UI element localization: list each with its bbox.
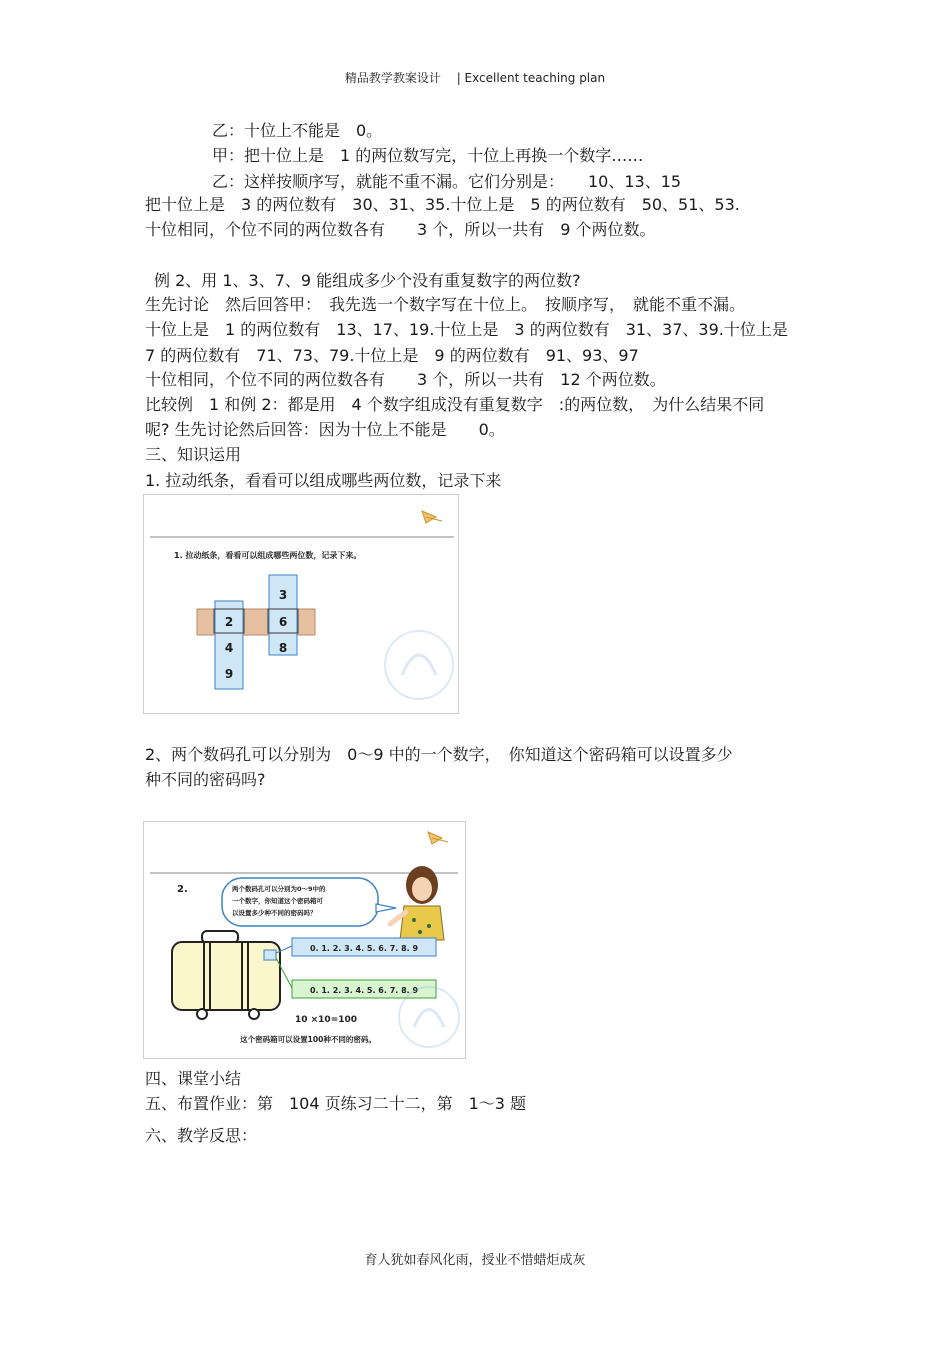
text-line-12: 呢? 生先讨论然后回答：因为十位上不能是 0。 [145, 420, 505, 439]
left-strip-digit: 4 [224, 641, 234, 655]
right-strip-digit: 8 [278, 641, 288, 655]
section-5-heading: 五、布置作业：第 104 页练习二十二，第 1～3 题 [145, 1094, 527, 1113]
figure2-number: 2. [177, 884, 188, 895]
section-3-heading: 三、知识运用 [145, 445, 242, 464]
right-strip-digit: 3 [278, 588, 288, 602]
suitcase-icon [172, 931, 280, 1019]
section-6-heading: 六、教学反思： [145, 1126, 258, 1145]
left-strip-digit: 9 [224, 667, 234, 681]
bubble-line: 两个数码孔可以分别为0～9中的 [232, 885, 326, 893]
exercise-1-prompt: 1. 拉动纸条，看看可以组成哪些两位数，记录下来 [145, 471, 502, 490]
corner-decoration-icon [428, 832, 448, 844]
corner-decoration-icon [422, 511, 442, 523]
figure-suitcase [143, 821, 466, 1059]
figure-paper-strip [143, 494, 459, 714]
text-line-8: 十位上是 1 的两位数有 13、17、19.十位上是 3 的两位数有 31、37、39.十位上是 [145, 320, 788, 339]
bubble-line: 一个数字，你知道这个密码箱可 [232, 897, 323, 905]
text-line-3: 乙：这样按顺序写，就能不重不漏。它们分别是： 10、13、15 [212, 172, 682, 191]
teacher-icon [390, 866, 444, 940]
figure1-caption: 1. 拉动纸条，看看可以组成哪些两位数，记录下来。 [174, 551, 362, 560]
exercise-2-prompt-cont: 种不同的密码吗? [145, 770, 266, 789]
left-strip-digit: 2 [224, 615, 234, 629]
formula: 10 ×10=100 [294, 1015, 358, 1025]
digits-row-2: 0. 1. 2. 3. 4. 5. 6. 7. 8. 9 [309, 986, 419, 995]
digits-row-1: 0. 1. 2. 3. 4. 5. 6. 7. 8. 9 [309, 944, 419, 953]
section-4-heading: 四、课堂小结 [145, 1069, 242, 1088]
text-line-10: 十位相同，个位不同的两位数各有 3 个，所以一共有 12 个两位数。 [145, 370, 666, 389]
page-footer: 育人犹如春风化雨，授业不惜蜡炬成灰 [364, 1253, 586, 1268]
text-line-11: 比较例 1 和例 2：都是用 4 个数字组成没有重复数字 :的两位数， 为什么结果不同 [145, 395, 765, 414]
right-strip-digit: 6 [278, 615, 288, 629]
bubble-line: 以设置多少种不同的密码吗？ [232, 909, 317, 917]
answer-text: 这个密码箱可以设置100种不同的密码。 [240, 1035, 376, 1044]
text-line-7: 生先讨论 然后回答甲： 我先选一个数字写在十位上。 按顺序写， 就能不重不漏。 [145, 295, 746, 314]
exercise-2-prompt: 2、两个数码孔可以分别为 0～9 中的一个数字， 你知道这个密码箱可以设置多少 [145, 745, 733, 764]
text-line-1: 乙：十位上不能是 0。 [212, 121, 383, 140]
example-2-title: 例 2、用 1、3、7、9 能组成多少个没有重复数字的两位数? [154, 271, 581, 290]
text-line-2: 甲：把十位上是 1 的两位数写完，十位上再换一个数字…… [212, 146, 644, 165]
text-line-4: 把十位上是 3 的两位数有 30、31、35.十位上是 5 的两位数有 50、51、53. [145, 195, 740, 214]
page-header: 精品教学教案设计 | Excellent teaching plan [344, 71, 606, 85]
text-line-9: 7 的两位数有 71、73、79.十位上是 9 的两位数有 91、93、97 [145, 346, 639, 365]
watermark-logo-icon [385, 631, 453, 699]
text-line-5: 十位相同，个位不同的两位数各有 3 个，所以一共有 9 个两位数。 [145, 220, 656, 239]
